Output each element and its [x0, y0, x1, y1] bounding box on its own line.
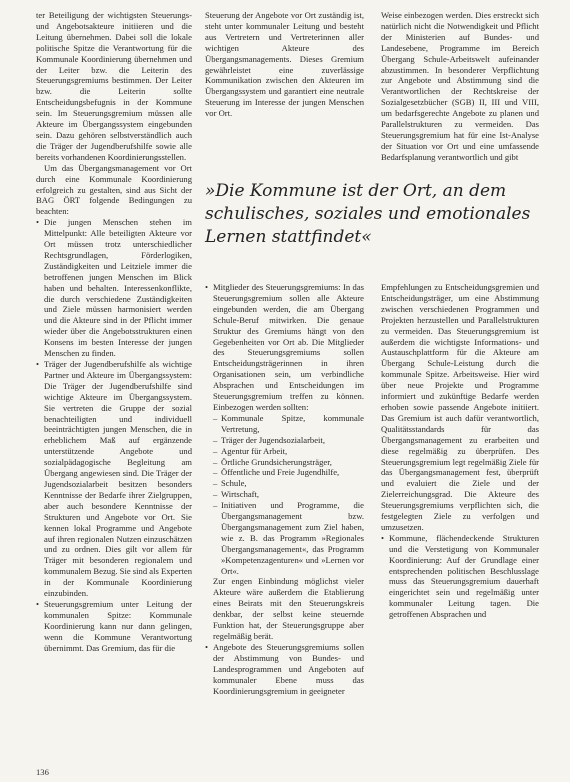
list-item: • Träger der Jugendberufshilfe als wichtige Partner und Akteure im Übergangssystem: Die Träger der Jugendberufshilfe sind wichtige Akteure im Übergangssystem. Sie vertreten die Gruppe der sozial benachteiligten und individuell beeinträchtigten jungen Menschen, die in erheblichem Maß auf ergänzende unterstützende Angebote und sozialpädagogische Begleitung am Übergang angewiesen sind. Die Träger der Jugendsozialarbeit besitzen besonders Kenntnisse der Bedarfe ihrer Zielgruppen, aber auch besondere Kenntnisse der Strukturen und Angebote vor Ort. Sie kennen lokal Programme und Angebote auf ihren regionalen Nutzen einzuschätzen und zu ordnen. Dies gilt vor allem für Träger mit besonderen regionalem und kommunalem Bezug. Sie sind als Experten in der Kommunale Koordinierung einzubinden. — [36, 359, 192, 599]
sub-list-item: – Wirtschaft, — [213, 489, 364, 500]
column-left — [36, 10, 192, 782]
sub-list-item: – Träger der Jugendsozialarbeit, — [213, 435, 364, 446]
list-item: • Die jungen Menschen stehen im Mittelpunkt: Alle beteiligten Akteure vor Ort müssen trotz unterschiedlicher Rechtsgrundlagen, Förderlogiken, Zuständigkeiten und Leitziele immer die betroffenen jungen Menschen im Blick haben und behalten. Interessenkonflikte, die durch verschiedene Zuständigkeiten und Ziele müssen harmonisiert werden und die Akteure sind in der Pflicht immer wieder über die Angebotsstrukturen einen Konsens im besten Interesse der jungen Menschen zu finden. — [36, 217, 192, 359]
column-right-top — [381, 10, 539, 170]
list-item-text: Zur engen Einbindung möglichst vieler Akteure wäre außerdem die Etablierung eines Beirats mit den Steuerungskreis denkbar, der selbst keine steuernde Funktion hat, der Steuerungsgruppe aber regelmäßig berät. — [213, 576, 364, 641]
paragraph: Steuerung der Angebote vor Ort zuständig ist, steht unter kommunaler Leitung und besteht aus Vertretern und Vertreterinnen aller wichtigen Akteure des Übergangsmanagements. Dieses Gremium gewährleistet eine zuverlässige Kommunikation zwischen den Akteuren im Übergangssystem und garantiert eine neutrale Steuerung im Interesse der jungen Menschen vor Ort. — [205, 10, 364, 119]
sub-list-item: – Schule, — [213, 478, 364, 489]
list-item — [205, 282, 364, 642]
sub-list-item: – Initiativen und Programme, die Übergangsmanagement bzw. Übergangsmanagement zum Ziel haben, wie z. B. das Programm »Regionales Übergangsmanagement«, das Programm »Kompetenzagenturen« und »Lernen vor Ort«. — [213, 500, 364, 576]
paragraph-continued: Empfehlungen zu Entscheidungsgremien und Entscheidungsträger, um eine Abstimmung zwischen verschiedenen Programmen und Projekten herzustellen und Parallelstrukturen zu vermeiden. Das Steuerungsgremium ist außerdem die wichtigste Informations- und Austauschplattform für die Akteure am Übergang Schule-Leistung durch die kommunale Spitze. Arbeitsweise. Hier wird über neue Projekte und Programme informiert und zukünftige Bedarfe werden erhoben sowie passende Angebote initiiert. Das Gremium ist auch dafür verantwortlich, Qualitätsstandards für das Übergangsmanagement zu erarbeiten und diese regelmäßig zu überprüfen. Des Steuerungsgremium legt regelmäßig Ziele für das Übergangsmanagement fest, überprüft und evaluiert die Ziele und der Zielerreichungsgrad. Die Akteure des Steuerungsgremiums verpflichten sich, die festgelegten Ziele zu verfolgen und umzusetzen. — [381, 282, 539, 532]
list-item: • Steuerungsgremium unter Leitung der kommunalen Spitze: Kommunale Koordinierung kann nur dann gelingen, wenn die Kommune Verantwortung übernimmt. Das Gremium, das für die — [36, 599, 192, 654]
sub-list-item: – Öffentliche und Freie Jugendhilfe, — [213, 467, 364, 478]
paragraph: Um das Übergangsmanagement vor Ort durch eine Kommunale Koordinierung erfolgreich zu gestalten, sind aus Sicht der BAG ÖRT folgende Bedingungen zu beachten: — [36, 162, 192, 217]
bullet-list — [36, 217, 192, 653]
column-right — [381, 282, 539, 782]
list-item: • Angebote des Steuerungsgremiums sollen der Abstimmung von Bundes- und Landesprogrammen und Angeboten auf kommunaler Ebene muss das Koordinierungsgremium in geeigneter — [205, 642, 364, 697]
paragraph: Weise einbezogen werden. Dies erstreckt sich natürlich nicht die Notwendigkeit und Pflicht der Ministerien auf Bundes- und Landesebene, Programme im Bereich Übergang Schule-Arbeitswelt aufeinander abzustimmen. In besonderer Verpflichtung zur Angebote und Abstimmung sind die Verantwortlichen der Rechtskreise der Sozialgesetzbücher (SGB) II, III und VIII, um bedarfsgerechte Angebote zu planen und Parallelstrukturen zu vermeiden. Das Steuerungsgremium hat für eine Ist-Analyse der Situation vor Ort und eine umfassende Bedarfsplanung verantwortlich und gibt — [381, 10, 539, 162]
column-middle-top — [205, 10, 364, 170]
paragraph: ter Beteiligung der wichtigsten Steuerungs- und Angebotsakteure initiieren und die Leitung übernehmen. Dabei soll die lokale politische Spitze die Verantwortung für die Kommunale Koordinierung übernehmen und der Leiter bzw. die Leiterin des Steuerungsgremiums bestimmen. Der Leiter bzw. die Leiterin sollte Entscheidungsbefugnis in der Kommune sein. Im Steuerungsgremium müssen alle Akteure im Übergangssystem eingebunden sein. Dazu gehören selbstverständlich auch die Träger der Jugendberufshilfe sowie alle bereits vorhandenen Koordinierungsstellen. — [36, 10, 192, 162]
sub-list-item: – Kommunale Spitze, kommunale Vertretung, — [213, 413, 364, 435]
pull-quote: »Die Kommune ist der Ort, an dem schulisches, soziales und emotionales Lernen stattfindet« — [205, 181, 531, 247]
sub-list-item: – Örtliche Grundsicherungsträger, — [213, 457, 364, 468]
list-item: • Kommune, flächendeckende Strukturen und die Verstetigung von Kommunaler Koordinierung: Auf der Grundlage einer entsprechenden politischen Beschlusslage muss das Steuerungsgremium dauerhaft eingerichtet sein und regelmäßig unter kommunaler Leitung tagen. Die getroffenen Absprachen und — [381, 533, 539, 620]
column-middle — [205, 282, 364, 782]
bullet-list — [205, 282, 364, 696]
list-item-text: Mitglieder des Steuerungsgremiums: In das Steuerungsgremium sollen alle Akteure eingebunden werden, die am Übergang Schule-Beruf mitwirken. Die genaue Struktur des Gremiums hängt von den Gegebenheiten vor Ort ab. Die Mitglieder des Steuerungsgremiums sollen Entscheidungsträgerinnen in ihren Organisationen sein, um verbindliche Absprachen und Entscheidungen im Steuerungsgremium treffen zu können. Einbezogen werden sollten: — [213, 282, 364, 412]
sub-list-item: – Agentur für Arbeit, — [213, 446, 364, 457]
page-number: 136 — [36, 767, 49, 777]
bullet-list — [381, 533, 539, 620]
sub-list — [213, 413, 364, 577]
